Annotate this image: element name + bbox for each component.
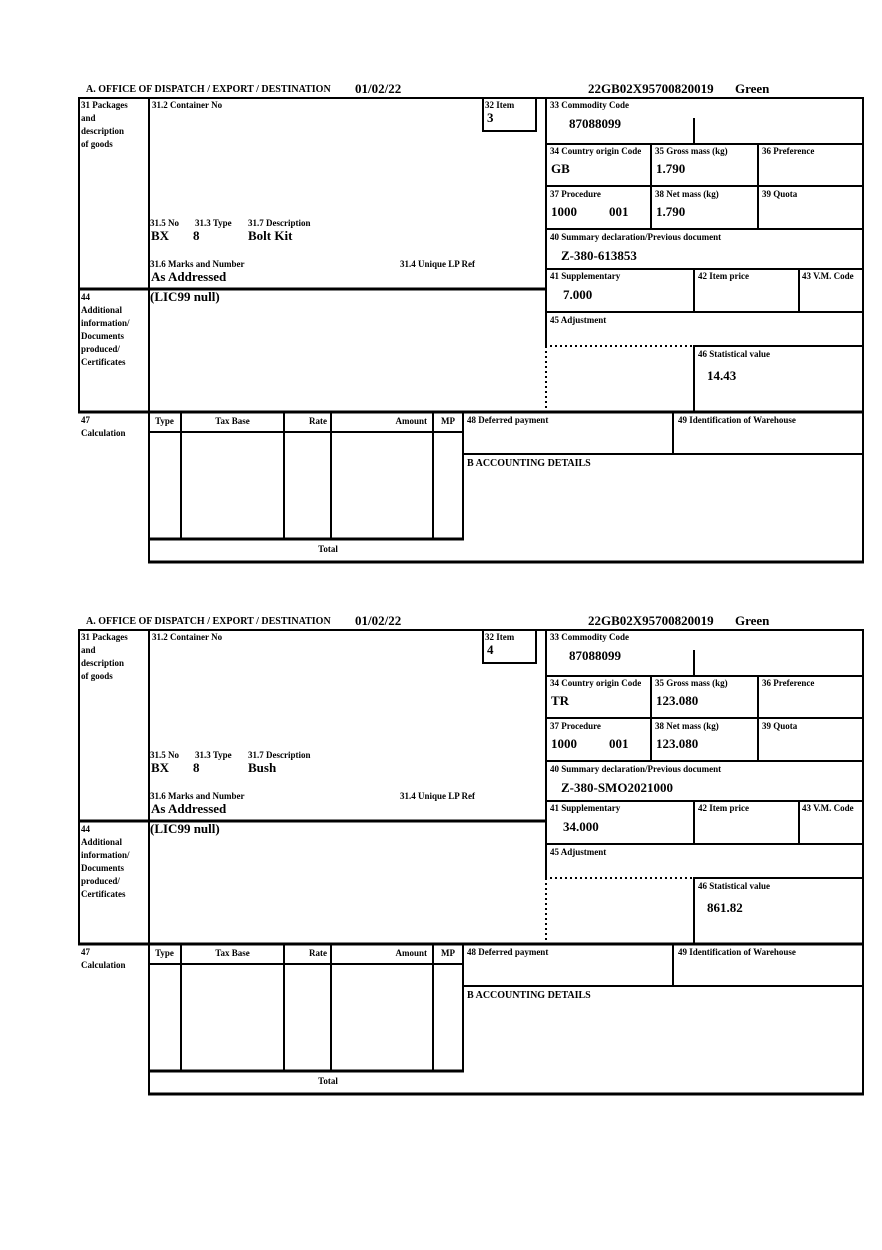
dispatch-date-value: 01/02/22 [355,613,402,628]
statistical-value: 861.82 [707,900,743,915]
vm-code-label: 43 V.M. Code [802,803,854,813]
quota-label: 39 Quota [762,721,798,731]
box31-packages-label: and [81,113,96,123]
quota-label: 39 Quota [762,189,798,199]
col-header-rate: Rate [309,948,327,958]
gross-mass-label: 35 Gross mass (kg) [655,678,728,688]
procedure-value-1: 1000 [551,736,577,751]
routing-status-value: Green [735,613,770,628]
country-origin-label: 34 Country origin Code [550,146,642,156]
marks-and-number-value: As Addressed [151,801,227,816]
package-type-value: 8 [193,228,200,243]
supplementary-label: 41 Supplementary [550,271,621,281]
item-price-label: 42 Item price [698,271,749,281]
procedure-label: 37 Procedure [550,189,601,199]
box31-packages-label: description [81,658,125,668]
form-grid-lines [78,78,864,564]
unique-lp-ref-label: 31.4 Unique LP Ref [400,791,476,801]
box44-label: Documents [81,331,124,341]
previous-document-value: Z-380-613853 [561,248,637,263]
description-value: Bush [248,760,277,775]
previous-document-value: Z-380-SMO2021000 [561,780,673,795]
item-number-label: 32 Item [485,632,515,642]
procedure-label: 37 Procedure [550,721,601,731]
adjustment-label: 45 Adjustment [550,847,607,857]
box31-packages-label: 31 Packages [81,632,128,642]
net-mass-label: 38 Net mass (kg) [655,721,719,731]
unique-lp-ref-label: 31.4 Unique LP Ref [400,259,476,269]
statistical-value: 14.43 [707,368,737,383]
supplementary-value: 34.000 [563,819,599,834]
previous-document-label: 40 Summary declaration/Previous document [550,764,722,774]
declaration-reference-value: 22GB02X95700820019 [588,81,714,96]
net-mass-value: 1.790 [656,204,686,219]
gross-mass-label: 35 Gross mass (kg) [655,146,728,156]
col-header-type: Type [155,416,174,426]
declaration-reference-value: 22GB02X95700820019 [588,613,714,628]
routing-status-value: Green [735,81,770,96]
package-no-value: BX [151,228,170,243]
box44-label: Certificates [81,889,126,899]
box31-packages-label: description [81,126,125,136]
box44-label: information/ [81,850,130,860]
col-header-type: Type [155,948,174,958]
box31-packages-label: 31 Packages [81,100,128,110]
adjustment-label: 45 Adjustment [550,315,607,325]
description-value: Bolt Kit [248,228,293,243]
col-header-mp: MP [441,948,455,958]
item-number-value: 3 [487,110,494,125]
package-no-label: 31.5 No [150,750,179,760]
procedure-value-2: 001 [609,736,629,751]
country-origin-label: 34 Country origin Code [550,678,642,688]
total-label: Total [318,1076,338,1086]
marks-and-number-label: 31.6 Marks and Number [150,259,245,269]
calculation-label: Calculation [81,428,126,438]
deferred-payment-label: 48 Deferred payment [467,415,549,425]
container-no-label: 31.2 Container No [152,632,223,642]
box44-label: produced/ [81,344,120,354]
deferred-payment-label: 48 Deferred payment [467,947,549,957]
calculation-label: 47 [81,415,90,425]
previous-document-label: 40 Summary declaration/Previous document [550,232,722,242]
vm-code-label: 43 V.M. Code [802,271,854,281]
calculation-label: Calculation [81,960,126,970]
item-number-value: 4 [487,642,494,657]
box31-packages-label: of goods [81,671,113,681]
statistical-value-label: 46 Statistical value [698,881,770,891]
col-header-amount: Amount [395,416,427,426]
form-grid-lines [78,610,864,1096]
statistical-value-label: 46 Statistical value [698,349,770,359]
col-header-rate: Rate [309,416,327,426]
country-origin-value: GB [551,161,570,176]
warehouse-label: 49 Identification of Warehouse [678,415,796,425]
office-of-dispatch-label: A. OFFICE OF DISPATCH / EXPORT / DESTINATION [86,616,331,627]
box44-label: Additional [81,305,123,315]
preference-label: 36 Preference [762,678,815,688]
package-type-value: 8 [193,760,200,775]
office-of-dispatch-label: A. OFFICE OF DISPATCH / EXPORT / DESTINATION [86,84,331,95]
dispatch-date-value: 01/02/22 [355,81,402,96]
box44-label: information/ [81,318,130,328]
sad-item-form-2 [78,610,864,1096]
supplementary-label: 41 Supplementary [550,803,621,813]
net-mass-label: 38 Net mass (kg) [655,189,719,199]
package-no-label: 31.5 No [150,218,179,228]
box44-label: Additional [81,837,123,847]
box44-label: Certificates [81,357,126,367]
item-number-label: 32 Item [485,100,515,110]
col-header-amount: Amount [395,948,427,958]
gross-mass-value: 123.080 [656,693,699,708]
procedure-value-1: 1000 [551,204,577,219]
commodity-code-value: 87088099 [569,116,621,131]
item-price-label: 42 Item price [698,803,749,813]
country-origin-value: TR [551,693,570,708]
procedure-value-2: 001 [609,204,629,219]
box44-label: 44 [81,824,90,834]
col-header-tax-base: Tax Base [215,948,250,958]
package-type-label: 31.3 Type [195,218,232,228]
supplementary-value: 7.000 [563,287,593,302]
total-label: Total [318,544,338,554]
box44-label: produced/ [81,876,120,886]
box44-label: Documents [81,863,124,873]
accounting-details-label: B ACCOUNTING DETAILS [467,990,591,1001]
col-header-mp: MP [441,416,455,426]
additional-information-value: (LIC99 null) [150,821,220,836]
commodity-code-value: 87088099 [569,648,621,663]
calculation-label: 47 [81,947,90,957]
col-header-tax-base: Tax Base [215,416,250,426]
marks-and-number-label: 31.6 Marks and Number [150,791,245,801]
commodity-code-label: 33 Commodity Code [550,100,629,110]
box44-label: 44 [81,292,90,302]
net-mass-value: 123.080 [656,736,699,751]
package-type-label: 31.3 Type [195,750,232,760]
additional-information-value: (LIC99 null) [150,289,220,304]
accounting-details-label: B ACCOUNTING DETAILS [467,458,591,469]
description-label: 31.7 Description [248,218,311,228]
gross-mass-value: 1.790 [656,161,686,176]
container-no-label: 31.2 Container No [152,100,223,110]
sad-item-form-1 [78,78,864,564]
box31-packages-label: and [81,645,96,655]
commodity-code-label: 33 Commodity Code [550,632,629,642]
preference-label: 36 Preference [762,146,815,156]
box31-packages-label: of goods [81,139,113,149]
marks-and-number-value: As Addressed [151,269,227,284]
description-label: 31.7 Description [248,750,311,760]
warehouse-label: 49 Identification of Warehouse [678,947,796,957]
package-no-value: BX [151,760,170,775]
